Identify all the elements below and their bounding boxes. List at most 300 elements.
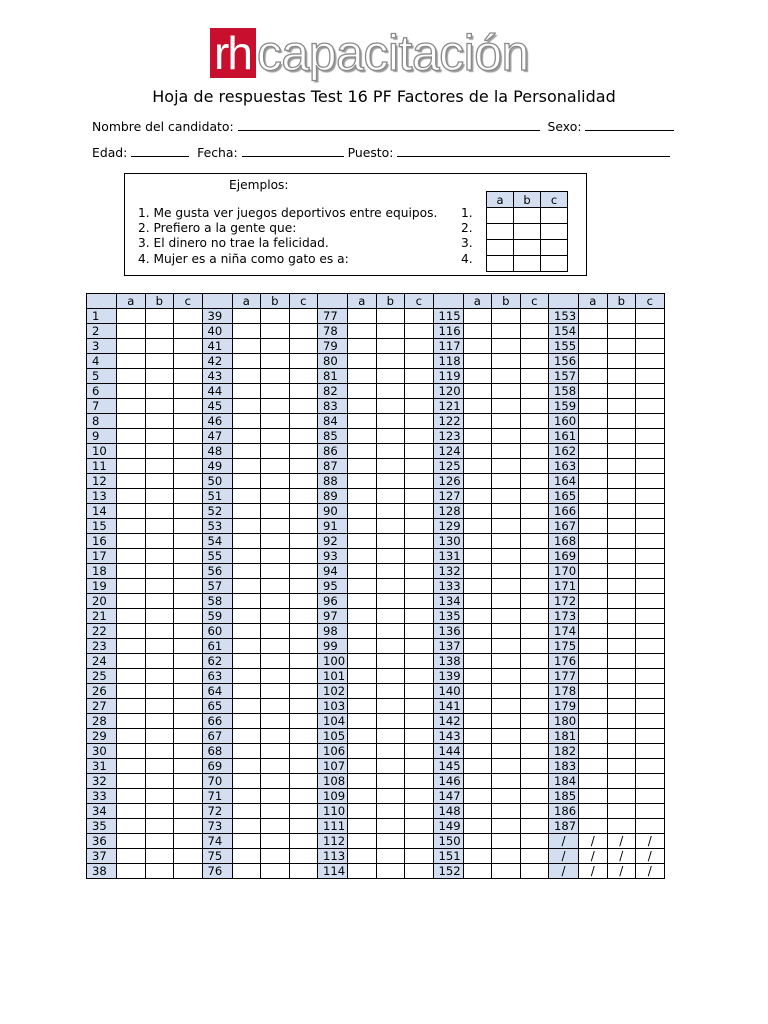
answer-cell[interactable] — [405, 339, 434, 354]
answer-cell[interactable] — [463, 819, 492, 834]
answer-cell[interactable] — [463, 729, 492, 744]
answer-cell[interactable] — [520, 819, 549, 834]
answer-cell[interactable] — [579, 459, 608, 474]
answer-cell[interactable] — [579, 639, 608, 654]
answer-cell[interactable] — [607, 699, 636, 714]
answer-cell[interactable] — [520, 324, 549, 339]
answer-cell[interactable] — [145, 774, 174, 789]
answer-cell[interactable] — [348, 774, 377, 789]
answer-cell[interactable] — [607, 324, 636, 339]
answer-cell[interactable] — [145, 594, 174, 609]
answer-cell[interactable] — [463, 309, 492, 324]
answer-cell[interactable] — [117, 519, 146, 534]
answer-cell[interactable] — [492, 474, 521, 489]
answer-cell[interactable] — [174, 429, 203, 444]
answer-cell[interactable] — [636, 789, 665, 804]
answer-cell[interactable] — [636, 474, 665, 489]
answer-cell[interactable] — [348, 489, 377, 504]
answer-cell[interactable] — [463, 864, 492, 879]
answer-cell[interactable] — [636, 579, 665, 594]
answer-cell[interactable] — [579, 684, 608, 699]
answer-cell[interactable] — [232, 549, 261, 564]
answer-cell[interactable] — [289, 504, 318, 519]
answer-cell[interactable] — [174, 549, 203, 564]
answer-cell[interactable] — [117, 804, 146, 819]
answer-cell[interactable] — [607, 384, 636, 399]
answer-cell[interactable] — [376, 339, 405, 354]
answer-cell[interactable] — [492, 354, 521, 369]
answer-cell[interactable] — [405, 639, 434, 654]
answer-cell[interactable] — [579, 744, 608, 759]
answer-cell[interactable] — [174, 744, 203, 759]
answer-cell[interactable] — [492, 594, 521, 609]
candidate-field[interactable] — [238, 118, 540, 131]
answer-cell[interactable] — [405, 474, 434, 489]
answer-cell[interactable] — [145, 549, 174, 564]
answer-cell[interactable] — [348, 699, 377, 714]
answer-cell[interactable] — [261, 849, 290, 864]
answer-cell[interactable] — [376, 849, 405, 864]
answer-cell[interactable] — [405, 504, 434, 519]
answer-cell[interactable] — [463, 444, 492, 459]
answer-cell[interactable] — [145, 609, 174, 624]
answer-cell[interactable] — [579, 654, 608, 669]
answer-cell[interactable] — [492, 309, 521, 324]
answer-cell[interactable] — [348, 624, 377, 639]
answer-cell[interactable] — [117, 699, 146, 714]
answer-cell[interactable] — [636, 639, 665, 654]
answer-cell[interactable] — [376, 444, 405, 459]
answer-cell[interactable] — [117, 834, 146, 849]
answer-cell[interactable] — [520, 399, 549, 414]
answer-cell[interactable] — [117, 384, 146, 399]
answer-cell[interactable] — [487, 208, 514, 224]
answer-cell[interactable] — [261, 789, 290, 804]
answer-cell[interactable] — [636, 549, 665, 564]
answer-cell[interactable] — [348, 684, 377, 699]
answer-cell[interactable] — [261, 729, 290, 744]
answer-cell[interactable] — [232, 579, 261, 594]
answer-cell[interactable] — [405, 744, 434, 759]
answer-cell[interactable] — [607, 564, 636, 579]
answer-cell[interactable] — [145, 339, 174, 354]
answer-cell[interactable] — [607, 759, 636, 774]
answer-cell[interactable] — [520, 414, 549, 429]
answer-cell[interactable] — [607, 549, 636, 564]
answer-cell[interactable] — [174, 804, 203, 819]
answer-cell[interactable] — [117, 639, 146, 654]
answer-cell[interactable] — [405, 489, 434, 504]
answer-cell[interactable] — [520, 834, 549, 849]
answer-cell[interactable] — [174, 504, 203, 519]
answer-cell[interactable] — [405, 579, 434, 594]
answer-cell[interactable] — [520, 354, 549, 369]
answer-cell[interactable] — [405, 804, 434, 819]
answer-cell[interactable] — [579, 444, 608, 459]
answer-cell[interactable] — [520, 444, 549, 459]
answer-cell[interactable] — [348, 819, 377, 834]
answer-cell[interactable] — [145, 714, 174, 729]
answer-cell[interactable] — [405, 384, 434, 399]
answer-cell[interactable] — [579, 474, 608, 489]
answer-cell[interactable] — [514, 240, 541, 256]
answer-cell[interactable] — [232, 804, 261, 819]
answer-cell[interactable] — [520, 804, 549, 819]
answer-cell[interactable] — [636, 774, 665, 789]
answer-cell[interactable] — [145, 729, 174, 744]
answer-cell[interactable] — [492, 789, 521, 804]
answer-cell[interactable] — [348, 369, 377, 384]
answer-cell[interactable] — [232, 519, 261, 534]
answer-cell[interactable] — [463, 609, 492, 624]
answer-cell[interactable] — [348, 414, 377, 429]
answer-cell[interactable] — [232, 459, 261, 474]
answer-cell[interactable] — [348, 654, 377, 669]
answer-cell[interactable] — [463, 789, 492, 804]
answer-cell[interactable] — [261, 714, 290, 729]
answer-cell[interactable] — [463, 504, 492, 519]
answer-cell[interactable] — [607, 579, 636, 594]
answer-cell[interactable] — [348, 429, 377, 444]
answer-cell[interactable] — [405, 714, 434, 729]
answer-cell[interactable] — [492, 639, 521, 654]
answer-cell[interactable] — [636, 399, 665, 414]
answer-cell[interactable] — [579, 759, 608, 774]
answer-cell[interactable] — [579, 609, 608, 624]
answer-cell[interactable] — [607, 519, 636, 534]
position-field[interactable] — [397, 144, 670, 157]
answer-cell[interactable] — [117, 489, 146, 504]
answer-cell[interactable] — [117, 414, 146, 429]
answer-cell[interactable] — [463, 654, 492, 669]
answer-cell[interactable] — [607, 414, 636, 429]
answer-cell[interactable] — [289, 639, 318, 654]
answer-cell[interactable] — [463, 474, 492, 489]
answer-cell[interactable] — [405, 324, 434, 339]
sex-field[interactable] — [585, 118, 674, 131]
answer-cell[interactable] — [405, 609, 434, 624]
answer-cell[interactable] — [463, 639, 492, 654]
answer-cell[interactable] — [463, 519, 492, 534]
answer-cell[interactable] — [376, 699, 405, 714]
answer-cell[interactable] — [376, 324, 405, 339]
answer-cell[interactable] — [492, 324, 521, 339]
answer-cell[interactable] — [289, 414, 318, 429]
answer-cell[interactable] — [579, 699, 608, 714]
answer-cell[interactable] — [579, 369, 608, 384]
answer-cell[interactable] — [117, 654, 146, 669]
answer-cell[interactable] — [607, 669, 636, 684]
answer-cell[interactable] — [520, 684, 549, 699]
answer-cell[interactable] — [261, 804, 290, 819]
answer-cell[interactable] — [579, 594, 608, 609]
answer-cell[interactable] — [520, 369, 549, 384]
answer-cell[interactable] — [376, 714, 405, 729]
answer-cell[interactable] — [579, 429, 608, 444]
answer-cell[interactable] — [117, 864, 146, 879]
answer-cell[interactable] — [607, 444, 636, 459]
answer-cell[interactable] — [145, 849, 174, 864]
answer-cell[interactable] — [636, 804, 665, 819]
answer-cell[interactable] — [405, 564, 434, 579]
answer-cell[interactable] — [261, 609, 290, 624]
answer-cell[interactable] — [405, 549, 434, 564]
answer-cell[interactable] — [117, 474, 146, 489]
answer-cell[interactable] — [520, 624, 549, 639]
answer-cell[interactable] — [174, 489, 203, 504]
answer-cell[interactable] — [405, 834, 434, 849]
answer-cell[interactable] — [174, 564, 203, 579]
answer-cell[interactable] — [636, 609, 665, 624]
answer-cell[interactable] — [261, 564, 290, 579]
answer-cell[interactable] — [607, 489, 636, 504]
answer-cell[interactable] — [520, 339, 549, 354]
answer-cell[interactable] — [579, 519, 608, 534]
answer-cell[interactable] — [261, 399, 290, 414]
answer-cell[interactable] — [289, 564, 318, 579]
answer-cell[interactable] — [376, 564, 405, 579]
answer-cell[interactable] — [636, 534, 665, 549]
answer-cell[interactable] — [289, 399, 318, 414]
answer-cell[interactable] — [376, 609, 405, 624]
answer-cell[interactable] — [348, 459, 377, 474]
answer-cell[interactable] — [607, 819, 636, 834]
answer-cell[interactable] — [492, 804, 521, 819]
answer-cell[interactable] — [376, 519, 405, 534]
answer-cell[interactable] — [232, 744, 261, 759]
answer-cell[interactable] — [232, 309, 261, 324]
answer-cell[interactable] — [348, 639, 377, 654]
answer-cell[interactable] — [232, 369, 261, 384]
answer-cell[interactable] — [174, 459, 203, 474]
answer-cell[interactable] — [405, 534, 434, 549]
answer-cell[interactable] — [348, 759, 377, 774]
answer-cell[interactable] — [514, 256, 541, 272]
answer-cell[interactable] — [261, 309, 290, 324]
answer-cell[interactable] — [232, 624, 261, 639]
answer-cell[interactable] — [232, 324, 261, 339]
answer-cell[interactable] — [348, 804, 377, 819]
answer-cell[interactable] — [520, 744, 549, 759]
answer-cell[interactable] — [463, 834, 492, 849]
answer-cell[interactable] — [232, 774, 261, 789]
answer-cell[interactable] — [117, 459, 146, 474]
answer-cell[interactable] — [261, 744, 290, 759]
answer-cell[interactable] — [463, 849, 492, 864]
answer-cell[interactable] — [405, 624, 434, 639]
answer-cell[interactable] — [348, 534, 377, 549]
answer-cell[interactable] — [232, 714, 261, 729]
answer-cell[interactable] — [492, 339, 521, 354]
answer-cell[interactable] — [405, 699, 434, 714]
answer-cell[interactable] — [492, 519, 521, 534]
answer-cell[interactable] — [520, 474, 549, 489]
answer-cell[interactable] — [607, 474, 636, 489]
answer-cell[interactable] — [289, 819, 318, 834]
answer-cell[interactable] — [376, 369, 405, 384]
answer-cell[interactable] — [174, 774, 203, 789]
answer-cell[interactable] — [492, 504, 521, 519]
answer-cell[interactable] — [348, 399, 377, 414]
answer-cell[interactable] — [289, 654, 318, 669]
answer-cell[interactable] — [289, 759, 318, 774]
answer-cell[interactable] — [145, 429, 174, 444]
answer-cell[interactable] — [492, 699, 521, 714]
answer-cell[interactable] — [117, 714, 146, 729]
answer-cell[interactable] — [289, 609, 318, 624]
answer-cell[interactable] — [492, 459, 521, 474]
answer-cell[interactable] — [405, 459, 434, 474]
answer-cell[interactable] — [520, 594, 549, 609]
answer-cell[interactable] — [376, 669, 405, 684]
answer-cell[interactable] — [405, 684, 434, 699]
answer-cell[interactable] — [145, 639, 174, 654]
answer-cell[interactable] — [405, 864, 434, 879]
answer-cell[interactable] — [261, 519, 290, 534]
answer-cell[interactable] — [514, 208, 541, 224]
answer-cell[interactable] — [579, 819, 608, 834]
answer-cell[interactable] — [520, 864, 549, 879]
answer-cell[interactable] — [232, 639, 261, 654]
answer-cell[interactable] — [261, 669, 290, 684]
answer-cell[interactable] — [520, 714, 549, 729]
answer-cell[interactable] — [579, 324, 608, 339]
answer-cell[interactable] — [520, 669, 549, 684]
answer-cell[interactable] — [636, 744, 665, 759]
answer-cell[interactable] — [289, 804, 318, 819]
answer-cell[interactable] — [376, 309, 405, 324]
answer-cell[interactable] — [145, 489, 174, 504]
answer-cell[interactable] — [492, 579, 521, 594]
answer-cell[interactable] — [174, 354, 203, 369]
answer-cell[interactable] — [607, 804, 636, 819]
answer-cell[interactable] — [607, 729, 636, 744]
answer-cell[interactable] — [463, 354, 492, 369]
answer-cell[interactable] — [145, 444, 174, 459]
answer-cell[interactable] — [376, 744, 405, 759]
answer-cell[interactable] — [405, 414, 434, 429]
answer-cell[interactable] — [174, 474, 203, 489]
answer-cell[interactable] — [117, 369, 146, 384]
answer-cell[interactable] — [289, 384, 318, 399]
answer-cell[interactable] — [579, 714, 608, 729]
answer-cell[interactable] — [261, 504, 290, 519]
answer-cell[interactable] — [348, 864, 377, 879]
answer-cell[interactable] — [520, 384, 549, 399]
answer-cell[interactable] — [232, 489, 261, 504]
answer-cell[interactable] — [232, 444, 261, 459]
answer-cell[interactable] — [289, 459, 318, 474]
answer-cell[interactable] — [492, 819, 521, 834]
answer-cell[interactable] — [520, 309, 549, 324]
answer-cell[interactable] — [261, 819, 290, 834]
answer-cell[interactable] — [492, 669, 521, 684]
answer-cell[interactable] — [607, 744, 636, 759]
answer-cell[interactable] — [579, 549, 608, 564]
answer-cell[interactable] — [405, 654, 434, 669]
answer-cell[interactable] — [376, 759, 405, 774]
answer-cell[interactable] — [492, 774, 521, 789]
answer-cell[interactable] — [636, 444, 665, 459]
answer-cell[interactable] — [636, 324, 665, 339]
answer-cell[interactable] — [145, 684, 174, 699]
answer-cell[interactable] — [174, 624, 203, 639]
answer-cell[interactable] — [376, 774, 405, 789]
answer-cell[interactable] — [261, 759, 290, 774]
answer-cell[interactable] — [174, 699, 203, 714]
answer-cell[interactable] — [376, 414, 405, 429]
answer-cell[interactable] — [232, 789, 261, 804]
answer-cell[interactable] — [520, 654, 549, 669]
answer-cell[interactable] — [520, 504, 549, 519]
answer-cell[interactable] — [376, 789, 405, 804]
answer-cell[interactable] — [232, 654, 261, 669]
answer-cell[interactable] — [376, 534, 405, 549]
answer-cell[interactable] — [405, 789, 434, 804]
answer-cell[interactable] — [376, 474, 405, 489]
answer-cell[interactable] — [117, 819, 146, 834]
answer-cell[interactable] — [607, 399, 636, 414]
answer-cell[interactable] — [579, 804, 608, 819]
answer-cell[interactable] — [348, 309, 377, 324]
answer-cell[interactable] — [376, 684, 405, 699]
answer-cell[interactable] — [376, 429, 405, 444]
answer-cell[interactable] — [636, 594, 665, 609]
answer-cell[interactable] — [174, 369, 203, 384]
answer-cell[interactable] — [261, 624, 290, 639]
answer-cell[interactable] — [348, 324, 377, 339]
answer-cell[interactable] — [376, 399, 405, 414]
answer-cell[interactable] — [405, 594, 434, 609]
answer-cell[interactable] — [289, 309, 318, 324]
answer-cell[interactable] — [579, 534, 608, 549]
answer-cell[interactable] — [376, 819, 405, 834]
answer-cell[interactable] — [232, 669, 261, 684]
answer-cell[interactable] — [348, 504, 377, 519]
answer-cell[interactable] — [579, 309, 608, 324]
answer-cell[interactable] — [636, 459, 665, 474]
answer-cell[interactable] — [405, 759, 434, 774]
answer-cell[interactable] — [636, 309, 665, 324]
answer-cell[interactable] — [541, 208, 568, 224]
answer-cell[interactable] — [174, 864, 203, 879]
answer-cell[interactable] — [579, 339, 608, 354]
answer-cell[interactable] — [289, 519, 318, 534]
answer-cell[interactable] — [145, 324, 174, 339]
answer-cell[interactable] — [463, 624, 492, 639]
answer-cell[interactable] — [117, 729, 146, 744]
answer-cell[interactable] — [376, 834, 405, 849]
answer-cell[interactable] — [261, 864, 290, 879]
answer-cell[interactable] — [579, 504, 608, 519]
answer-cell[interactable] — [174, 414, 203, 429]
answer-cell[interactable] — [232, 819, 261, 834]
answer-cell[interactable] — [145, 834, 174, 849]
answer-cell[interactable] — [117, 624, 146, 639]
answer-cell[interactable] — [232, 474, 261, 489]
answer-cell[interactable] — [348, 354, 377, 369]
answer-cell[interactable] — [261, 699, 290, 714]
answer-cell[interactable] — [492, 399, 521, 414]
answer-cell[interactable] — [145, 414, 174, 429]
answer-cell[interactable] — [405, 369, 434, 384]
answer-cell[interactable] — [376, 594, 405, 609]
answer-cell[interactable] — [376, 354, 405, 369]
answer-cell[interactable] — [607, 684, 636, 699]
answer-cell[interactable] — [261, 444, 290, 459]
answer-cell[interactable] — [636, 354, 665, 369]
answer-cell[interactable] — [145, 669, 174, 684]
